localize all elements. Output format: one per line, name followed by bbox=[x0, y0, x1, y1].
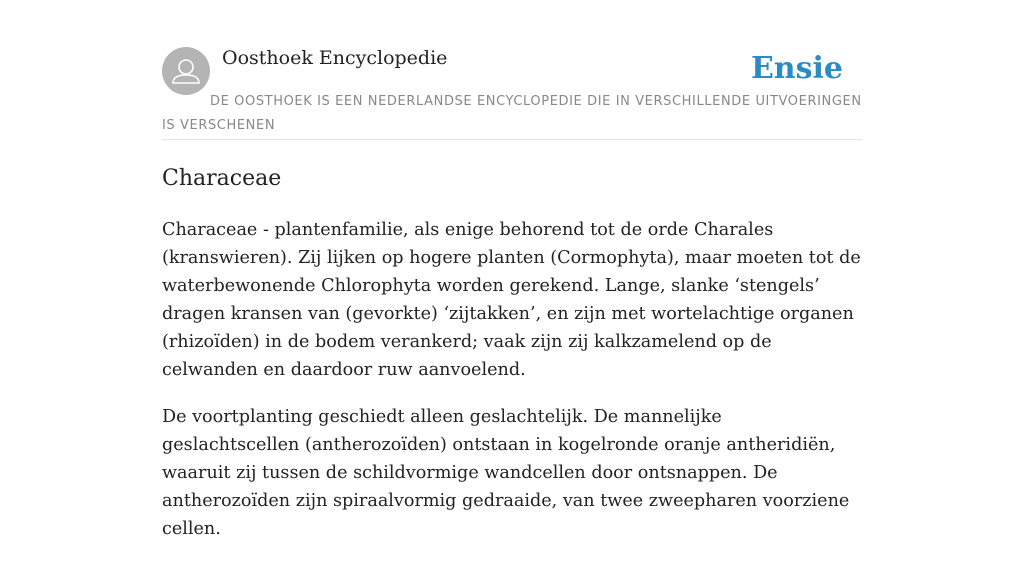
avatar[interactable] bbox=[162, 47, 210, 95]
article-body bbox=[162, 216, 864, 562]
article-title: Characeae bbox=[162, 166, 282, 191]
article-paragraph: De voortplanting geschiedt alleen geslachtelijk. De mannelijke geslachtscellen (antherozoïden) ontstaan in kogelronde oranje antheridiën, waaruit zij tussen de schildvormige wandcellen door ontsnappen. De antherozoïden zijn spiraalvormig gedraaide, van twee zweepharen voorziene cellen. bbox=[162, 407, 850, 539]
header-divider bbox=[162, 139, 862, 140]
source-description: DE OOSTHOEK IS EEN NEDERLANDSE ENCYCLOPEDIE DIE IN VERSCHILLENDE UITVOERINGEN IS VERSCHENEN bbox=[162, 94, 862, 133]
article-paragraph: Characeae - plantenfamilie, als enige behorend tot de orde Charales (kranswieren). Zij lijken op hogere planten (Cormophyta), maar moeten tot de waterbewonende Chlorophyta worden gerekend. Lange, slanke ‘stengels’ dragen kransen van (gevorkte) ‘zijtakken’, en zijn met wortelachtige organen (rhizoïden) in de bodem verankerd; vaak zijn zij kalkzamelend op de celwanden en daardoor ruw aanvoelend. bbox=[162, 220, 861, 380]
site-logo[interactable]: Ensie bbox=[750, 51, 843, 86]
source-title[interactable]: Oosthoek Encyclopedie bbox=[222, 47, 448, 69]
user-icon bbox=[162, 47, 210, 95]
